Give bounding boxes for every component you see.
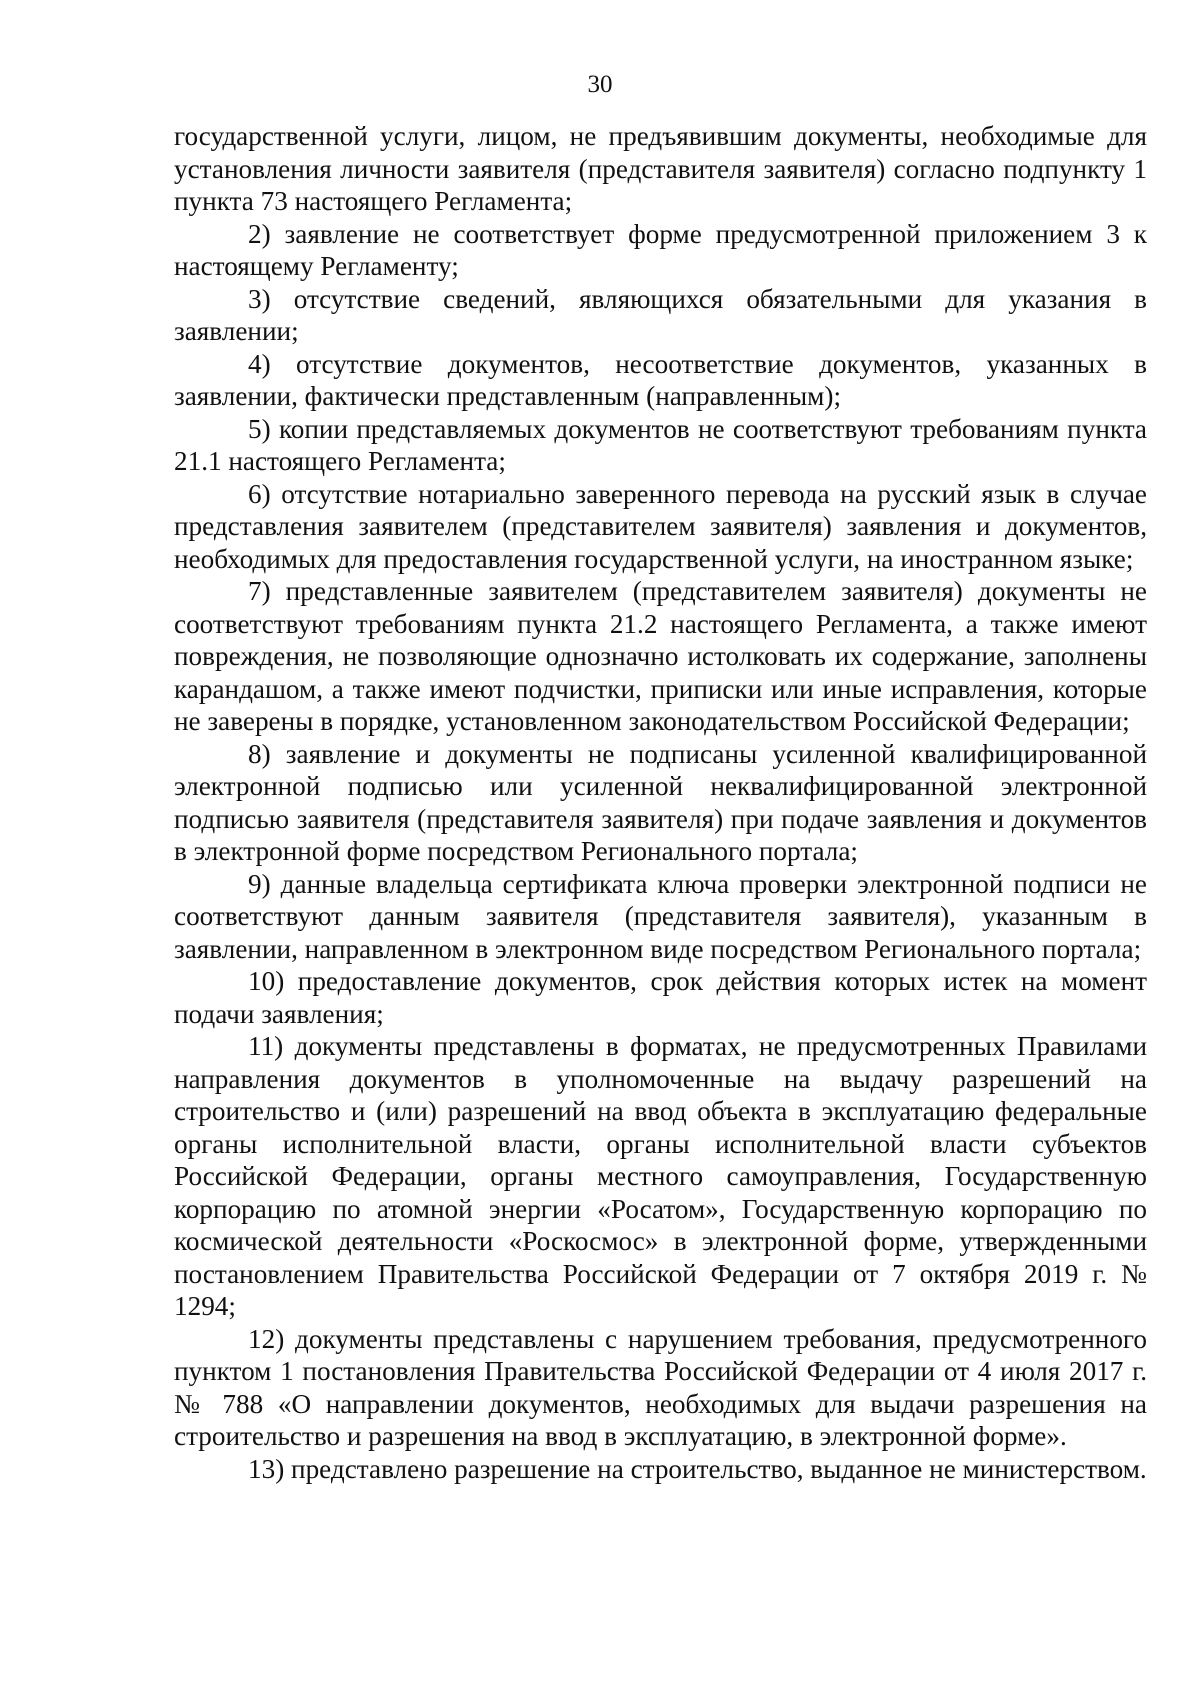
list-item-13: 13) представлено разрешение на строительство, выданное не министерством. — [248, 1453, 1147, 1484]
page-number: 30 — [587, 71, 613, 98]
list-item-12: 12) документы представлены с нарушением требования, предусмотренного пунктом 1 постановления Правительства Российской Федерации от 4 июля 2017 г. № 788 «О направлении документов, необходимых для выдачи разрешения на строительство и разрешения на ввод в эксплуатацию, в электронной форме». — [174, 1323, 1147, 1451]
list-item-6: 6) отсутствие нотариально заверенного перевода на русский язык в случае представления заявителем (представителем заявителя) заявления и документов, необходимых для предоставления государственной услуги, на иностранном языке; — [174, 478, 1147, 574]
list-item-4: 4) отсутствие документов, несоответствие документов, указанных в заявлении, фактически представленным (направленным); — [174, 348, 1147, 411]
paragraph-continuation: государственной услуги, лицом, не предъявившим документы, необходимые для установления личности заявителя (представителя заявителя) согласно подпункту 1 пункта 73 настоящего Регламента; — [174, 121, 1147, 216]
list-item-3: 3) отсутствие сведений, являющихся обязательными для указания в заявлении; — [174, 283, 1147, 346]
list-item-5: 5) копии представляемых документов не соответствуют требованиям пункта 21.1 настоящего Регламента; — [174, 413, 1147, 476]
list-item-11: 11) документы представлены в форматах, не предусмотренных Правилами направления документов в уполномоченные на выдачу разрешений на строительство и (или) разрешений на ввод объекта в эксплуатацию федеральные органы исполнительной власти, органы исполнительной власти субъектов Российской Федерации, органы местного самоуправления, Государственную корпорацию по атомной энергии «Росатом», Государственную корпорацию по космической деятельности «Роскосмос» в электронной форме, утвержденными постановлением Правительства Российской Федерации от 7 октября 2019 г. № 1294; — [174, 1031, 1147, 1321]
list-item-2: 2) заявление не соответствует форме предусмотренной приложением 3 к настоящему Регламенту; — [174, 218, 1147, 281]
document-body — [174, 120, 1147, 1485]
list-item-7: 7) представленные заявителем (представителем заявителя) документы не соответствуют требованиям пункта 21.2 настоящего Регламента, а также имеют повреждения, не позволяющие однозначно истолковать их содержание, заполнены карандашом, а также имеют подчистки, приписки или иные исправления, которые не заверены в порядке, установленном законодательством Российской Федерации; — [174, 576, 1147, 736]
list-item-9: 9) данные владельца сертификата ключа проверки электронной подписи не соответствуют данным заявителя (представителя заявителя), указанным в заявлении, направленном в электронном виде посредством Регионального портала; — [174, 868, 1147, 964]
list-item-10: 10) предоставление документов, срок действия которых истек на момент подачи заявления; — [174, 966, 1147, 1029]
list-item-8: 8) заявление и документы не подписаны усиленной квалифицированной электронной подписью или усиленной неквалифицированной электронной подписью заявителя (представителя заявителя) при подаче заявления и документов в электронной форме посредством Регионального портала; — [174, 738, 1147, 866]
